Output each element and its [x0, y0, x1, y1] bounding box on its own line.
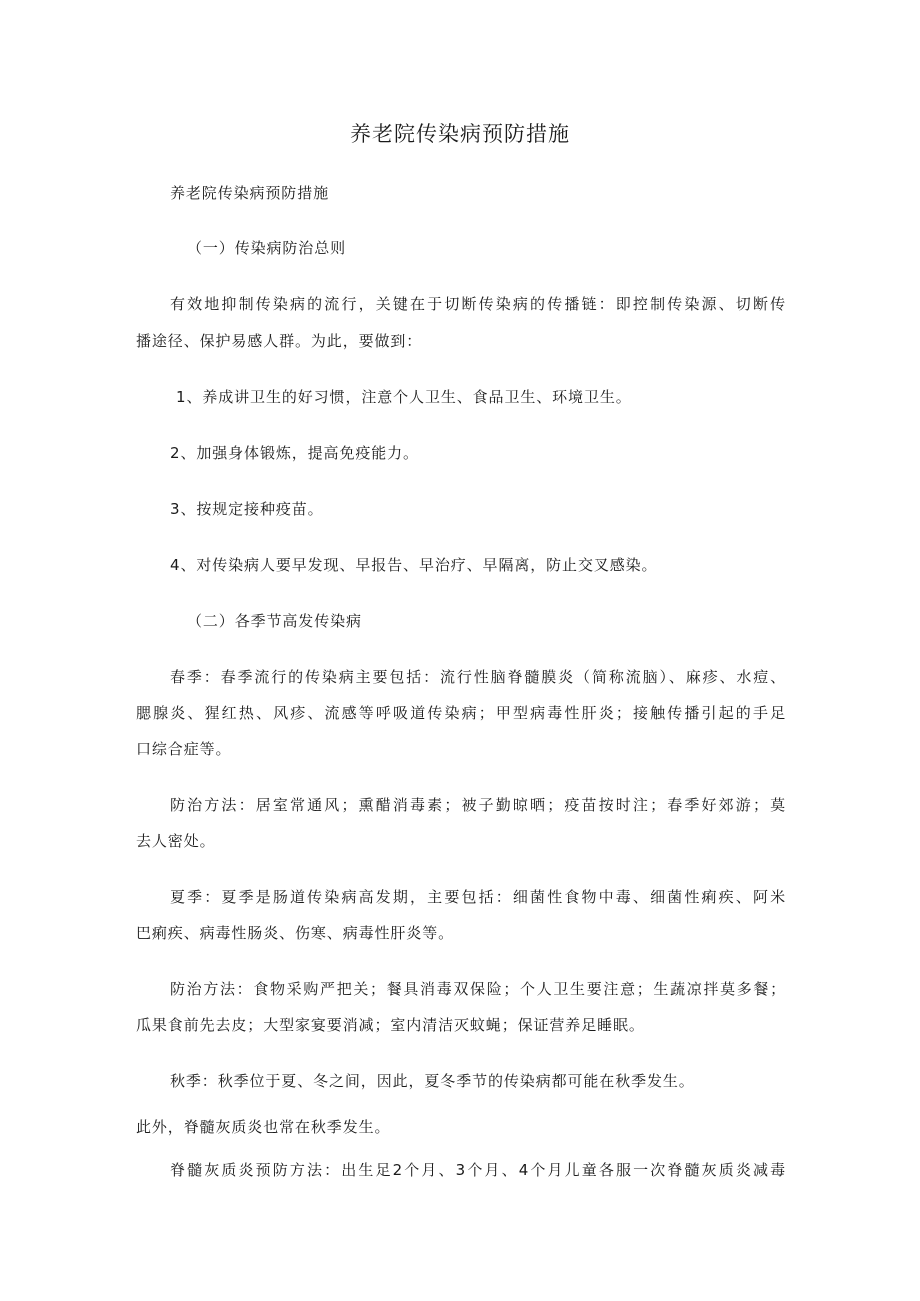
paragraph-line: 巴痢疾、病毒性肠炎、伤寒、病毒性肝炎等。 [136, 924, 455, 942]
paragraph-line: 口综合症等。 [136, 740, 232, 758]
list-item-4: 4、对传染病人要早发现、早报告、早治疗、早隔离，防止交叉感染。 [170, 556, 658, 574]
paragraph-line: 脊髓灰质炎预防方法：出生足2个月、3个月、4个月儿童各服一次脊髓灰质炎减毒 [170, 1161, 786, 1179]
paragraph-line: 春季：春季流行的传染病主要包括：流行性脑脊髓膜炎（简称流脑）、麻疹、水痘、 [170, 668, 786, 686]
list-item-1: 1、养成讲卫生的好习惯，注意个人卫生、食品卫生、环境卫生。 [176, 388, 632, 406]
paragraph-line: 瓜果食前先去皮；大型家宴要消减；室内清洁灭蚊蝇；保证营养足睡眠。 [136, 1016, 645, 1034]
section-heading-2: （二）各季节高发传染病 [187, 612, 362, 630]
paragraph-line: 播途径、保护易感人群。为此，要做到： [136, 332, 423, 350]
paragraph-line: 有效地抑制传染病的流行，关键在于切断传染病的传播链：即控制传染源、切断传 [170, 295, 786, 313]
paragraph-line: 防治方法：食物采购严把关；餐具消毒双保险；个人卫生要注意；生蔬凉拌莫多餐； [170, 980, 786, 998]
paragraph-line: 防治方法：居室常通风；熏醋消毒素；被子勤晾晒；疫苗按时注；春季好郊游；莫 [170, 796, 786, 814]
list-item-2: 2、加强身体锻炼，提高免疫能力。 [170, 444, 419, 462]
section-heading-1: （一）传染病防治总则 [187, 239, 347, 257]
paragraph-line: 此外，脊髓灰质炎也常在秋季发生。 [136, 1118, 391, 1136]
list-item-3: 3、按规定接种疫苗。 [170, 500, 324, 518]
document-title: 养老院传染病预防措施 [350, 122, 570, 146]
paragraph-heading: 养老院传染病预防措施 [170, 184, 330, 202]
paragraph-line: 夏季：夏季是肠道传染病高发期，主要包括：细菌性食物中毒、细菌性痢疾、阿米 [170, 888, 786, 906]
paragraph-line: 秋季：秋季位于夏、冬之间，因此，夏冬季节的传染病都可能在秋季发生。 [170, 1072, 695, 1090]
paragraph-line: 去人密处。 [136, 832, 216, 850]
paragraph-line: 腮腺炎、猩红热、风疹、流感等呼吸道传染病；甲型病毒性肝炎；接触传播引起的手足 [136, 704, 786, 722]
